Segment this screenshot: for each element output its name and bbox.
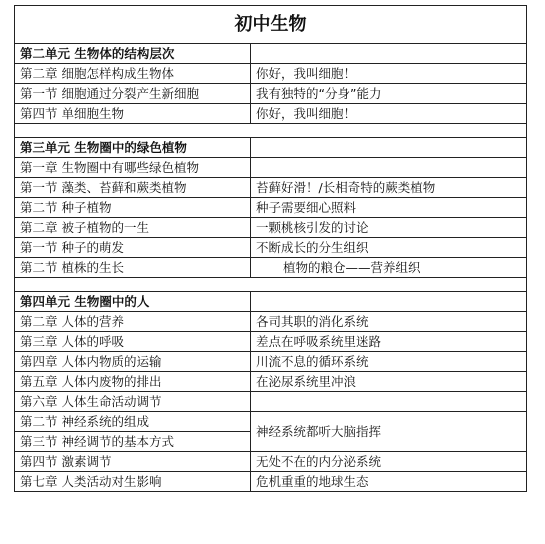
table-row (15, 218, 527, 238)
unit-header-row (15, 138, 527, 158)
table-row (15, 332, 527, 352)
spacer-cell (15, 278, 527, 292)
unit-title: 第二单元 生物体的结构层次 (15, 44, 251, 64)
table-row (15, 452, 527, 472)
table-row (15, 472, 527, 492)
activity-cell: 苔藓好滑！/长相奇特的蕨类植物 (251, 178, 527, 198)
chapter-cell: 第四章 人体内物质的运输 (15, 352, 251, 372)
chapter-cell: 第一章 生物圈中有哪些绿色植物 (15, 158, 251, 178)
activity-cell: 种子需要细心照料 (251, 198, 527, 218)
chapter-cell: 第一节 藻类、苔藓和蕨类植物 (15, 178, 251, 198)
chapter-cell: 第二节 植株的生长 (15, 258, 251, 278)
table-row (15, 352, 527, 372)
activity-cell (251, 44, 527, 64)
chapter-cell: 第一节 种子的萌发 (15, 238, 251, 258)
chapter-cell: 第二章 被子植物的一生 (15, 218, 251, 238)
activity-cell: 在泌尿系统里冲浪 (251, 372, 527, 392)
chapter-cell: 第二章 细胞怎样构成生物体 (15, 64, 251, 84)
sheet-title: 初中生物 (15, 6, 527, 44)
unit-header-row (15, 292, 527, 312)
spacer-row (15, 278, 527, 292)
activity-cell (251, 292, 527, 312)
title-row (15, 6, 527, 44)
unit-title: 第三单元 生物圈中的绿色植物 (15, 138, 251, 158)
curriculum-table (14, 5, 527, 492)
chapter-cell: 第四节 激素调节 (15, 452, 251, 472)
activity-cell: 我有独特的“分身”能力 (251, 84, 527, 104)
activity-cell (251, 138, 527, 158)
table-row (15, 198, 527, 218)
table-row (15, 64, 527, 84)
chapter-cell: 第三节 神经调节的基本方式 (15, 432, 251, 452)
table-row (15, 104, 527, 124)
activity-cell: 各司其职的消化系统 (251, 312, 527, 332)
biology-sheet (14, 5, 526, 492)
chapter-cell: 第六章 人体生命活动调节 (15, 392, 251, 412)
table-row (15, 158, 527, 178)
spacer-row (15, 124, 527, 138)
activity-cell: 危机重重的地球生态 (251, 472, 527, 492)
chapter-cell: 第四节 单细胞生物 (15, 104, 251, 124)
activity-cell: 差点在呼吸系统里迷路 (251, 332, 527, 352)
table-row (15, 372, 527, 392)
table-row (15, 84, 527, 104)
activity-cell: 植物的粮仓——营养组织 (251, 258, 527, 278)
unit-title: 第四单元 生物圈中的人 (15, 292, 251, 312)
spacer-cell (15, 124, 527, 138)
activity-cell: 不断成长的分生组织 (251, 238, 527, 258)
chapter-cell: 第三章 人体的呼吸 (15, 332, 251, 352)
table-row (15, 258, 527, 278)
chapter-cell: 第二章 人体的营养 (15, 312, 251, 332)
activity-cell (251, 158, 527, 178)
activity-cell: 你好，我叫细胞！ (251, 104, 527, 124)
activity-cell: 一颗桃核引发的讨论 (251, 218, 527, 238)
table-row (15, 312, 527, 332)
chapter-cell: 第七章 人类活动对生影响 (15, 472, 251, 492)
chapter-cell: 第二节 神经系统的组成 (15, 412, 251, 432)
activity-cell: 神经系统都听大脑指挥 (251, 412, 527, 452)
table-row (15, 178, 527, 198)
chapter-cell: 第一节 细胞通过分裂产生新细胞 (15, 84, 251, 104)
activity-cell (251, 392, 527, 412)
table-row (15, 238, 527, 258)
chapter-cell: 第五章 人体内废物的排出 (15, 372, 251, 392)
unit-header-row (15, 44, 527, 64)
table-row (15, 412, 527, 432)
table-row (15, 392, 527, 412)
chapter-cell: 第二节 种子植物 (15, 198, 251, 218)
activity-cell: 川流不息的循环系统 (251, 352, 527, 372)
activity-cell: 你好，我叫细胞！ (251, 64, 527, 84)
activity-cell: 无处不在的内分泌系统 (251, 452, 527, 472)
